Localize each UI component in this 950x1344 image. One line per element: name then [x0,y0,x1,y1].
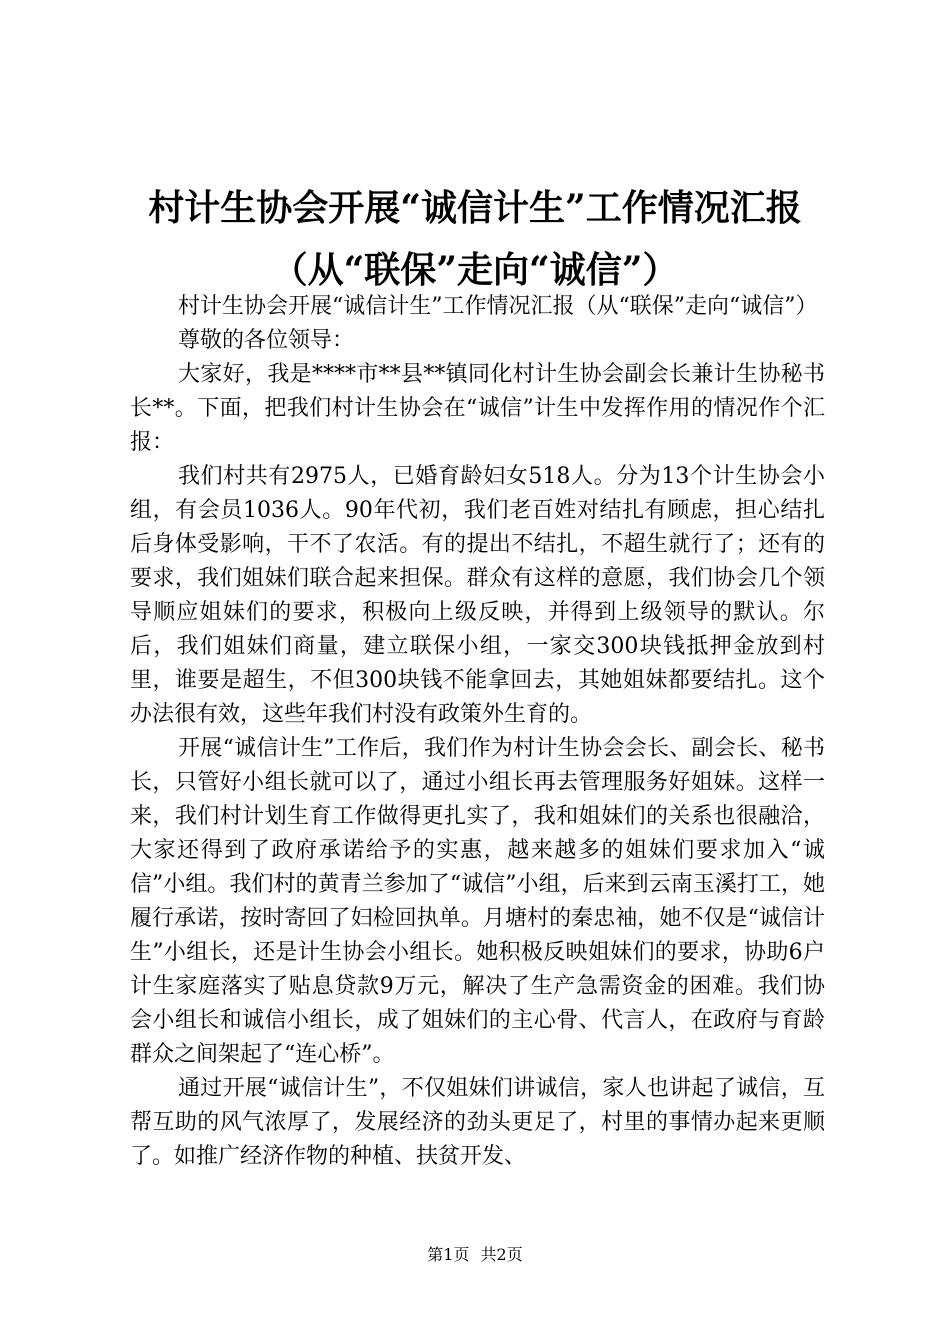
document-title-line1: 村计生协会开展“诚信计生”工作情况汇报 [148,187,802,229]
paragraph-salutation: 尊敬的各位领导： [178,328,355,353]
paragraph-heading-repeat: 村计生协会开展“诚信计生”工作情况汇报（从“联保”走向“诚信”） [178,294,818,319]
paragraph-village-background: 我们村共有2975人，已婚育龄妇女518人。分为13个计生协会小组，有会员1036人。90年代初，我们老百姓对结扎有顾虑，担心结扎后身体受影响，干不了农活。有的提出不结扎，不超生就行了；还有的要求，我们姐妹们联合起来担保。群众有这样的意愿，我们协会几个领导顺应姐妹们的要求，积极向上级反映，并得到上级领导的默认。尔后，我们姐妹们商量，建立联保小组，一家交300块钱抵押金放到村里，谁要是超生，不但300块钱不能拿回去，其她姐妹都要结扎。这个办法很有效，这些年我们村没有政策外生育的。 [130,464,825,727]
document-title-line2: （从“联保”走向“诚信”） [271,249,679,291]
paragraph-intro: 大家好，我是****市**县**镇同化村计生协会副会长兼计生协秘书长**。下面，把我们村计生协会在“诚信”计生中发挥作用的情况作个汇报： [130,362,825,455]
page-number-total: 共2页 [480,1245,523,1264]
paragraph-results: 通过开展“诚信计生”，不仅姐妹们讲诚信，家人也讲起了诚信，互帮互助的风气浓厚了，发展经济的劲头更足了，村里的事情办起来更顺了。如推广经济作物的种植、扶贫开发、 [130,1076,825,1169]
paragraph-integrity-work: 开展“诚信计生”工作后，我们作为村计生协会会长、副会长、秘书长，只管好小组长就可以了，通过小组长再去管理服务好姐妹。这样一来，我们村计划生育工作做得更扎实了，我和姐妹们的关系也很融洽，大家还得到了政府承诺给予的实惠，越来越多的姐妹们要求加入“诚信”小组。我们村的黄青兰参加了“诚信”小组，后来到云南玉溪打工，她履行承诺，按时寄回了妇检回执单。月塘村的秦忠袖，她不仅是“诚信计生”小组长，还是计生协会小组长。她积极反映姐妹们的要求，协助6户计生家庭落实了贴息贷款9万元，解决了生产急需资金的困难。我们协会小组长和诚信小组长，成了姐妹们的主心骨、代言人，在政府与育龄群众之间架起了“连心桥”。 [130,736,825,1067]
document-body [130,290,825,1174]
page-number-current: 第1页 [427,1245,470,1264]
page-footer [0,1245,950,1265]
